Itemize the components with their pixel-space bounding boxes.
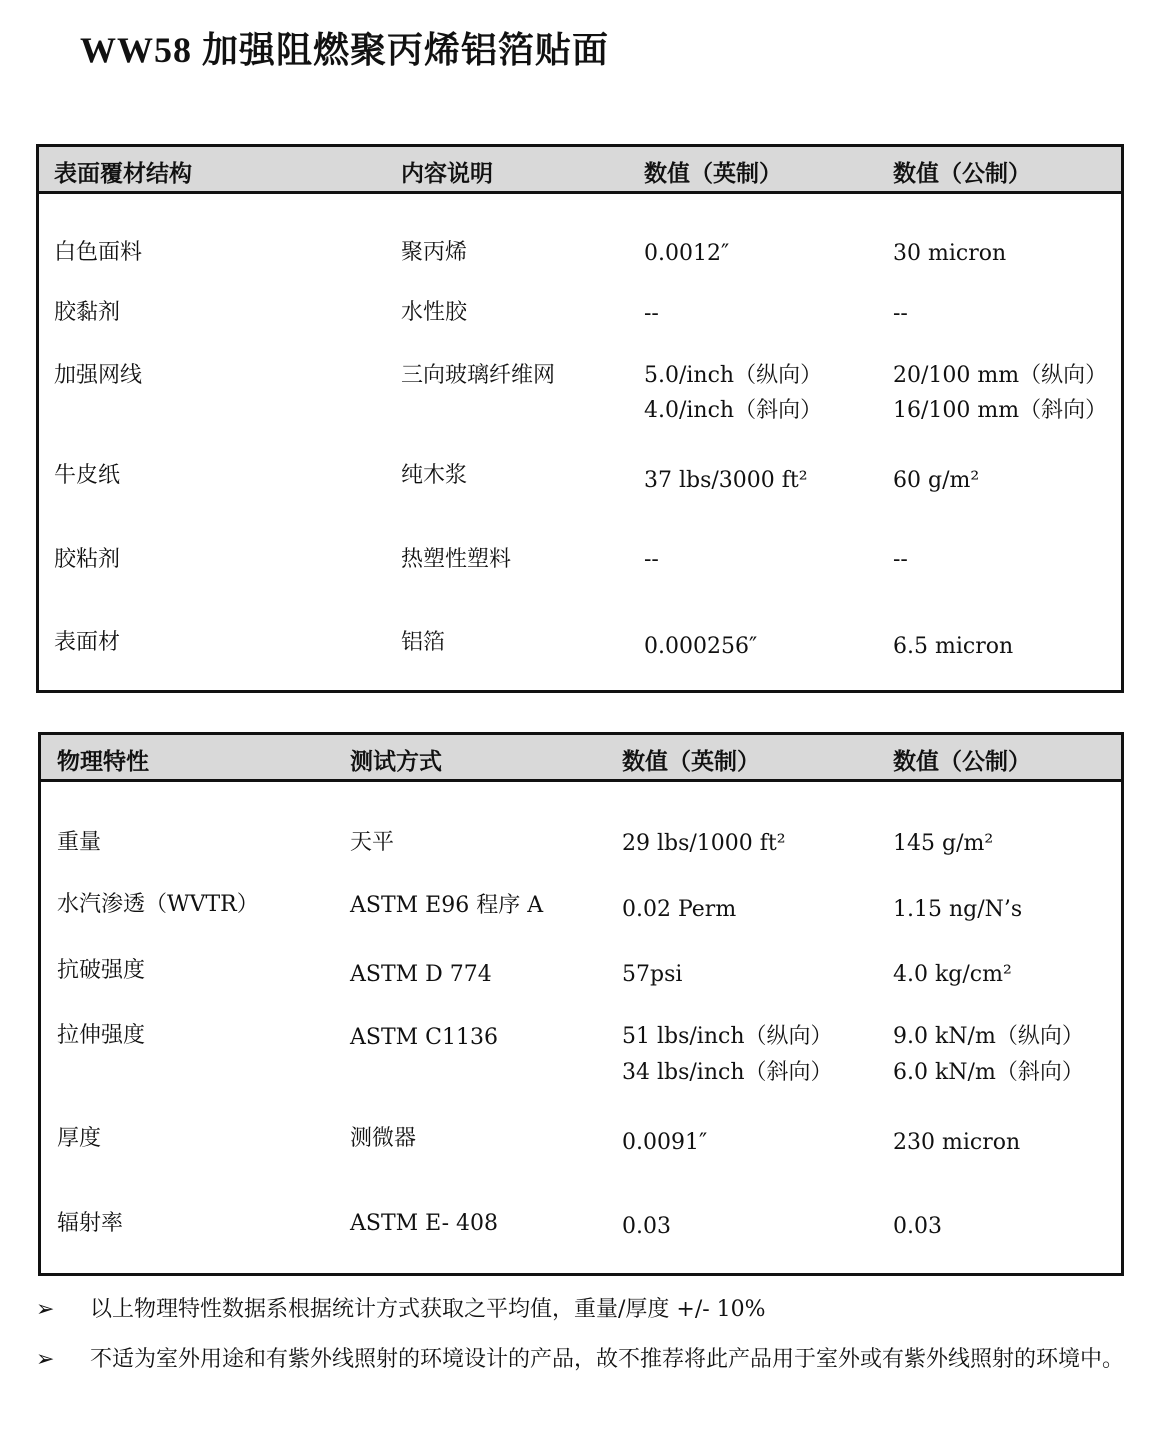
header-description: 内容说明 bbox=[401, 161, 493, 187]
structure-row-imperial: 0.000256″ bbox=[644, 634, 758, 659]
property-table bbox=[38, 732, 1124, 1276]
property-row-metric: 6.0 kN/m（斜向） bbox=[893, 1060, 1084, 1085]
property-row-imperial: 0.02 Perm bbox=[622, 897, 737, 922]
property-row-imperial: 51 lbs/inch（纵向） bbox=[622, 1024, 833, 1049]
property-row-method: ASTM C1136 bbox=[350, 1025, 498, 1050]
property-row-metric: 1.15 ng/N’s bbox=[893, 897, 1023, 922]
structure-row-desc: 三向玻璃纤维网 bbox=[401, 363, 556, 388]
property-row-method: 测微器 bbox=[350, 1126, 417, 1151]
note-text: 以上物理特性数据系根据统计方式获取之平均值，重量/厚度 +/- 10% bbox=[90, 1297, 766, 1322]
property-row-imperial: 0.03 bbox=[622, 1214, 671, 1239]
structure-row-metric: -- bbox=[893, 301, 908, 326]
structure-row-imperial: -- bbox=[644, 301, 659, 326]
structure-row-name: 胶粘剂 bbox=[54, 547, 121, 572]
structure-row-imperial: 37 lbs/3000 ft² bbox=[644, 468, 808, 493]
header-metric: 数值（公制） bbox=[893, 161, 1031, 187]
structure-row-name: 表面材 bbox=[54, 630, 121, 655]
property-row-metric: 4.0 kg/cm² bbox=[893, 962, 1012, 987]
structure-row-name: 白色面料 bbox=[54, 240, 143, 265]
property-row-metric: 145 g/m² bbox=[893, 831, 994, 856]
property-row-imperial: 29 lbs/1000 ft² bbox=[622, 831, 786, 856]
property-row-metric: 9.0 kN/m（纵向） bbox=[893, 1024, 1084, 1049]
structure-table-header bbox=[39, 147, 1121, 194]
property-row-method: ASTM E96 程序 A bbox=[350, 893, 544, 918]
structure-row-name: 加强网线 bbox=[54, 363, 143, 388]
property-row-name: 水汽渗透（WVTR） bbox=[57, 892, 259, 917]
note-text: 不适为室外用途和有紫外线照射的环境设计的产品，故不推荐将此产品用于室外或有紫外线照射的环境中。 bbox=[90, 1347, 1125, 1372]
structure-row-metric: 20/100 mm（纵向） bbox=[893, 363, 1108, 388]
structure-row-imperial: 4.0/inch（斜向） bbox=[644, 398, 823, 423]
structure-row-name: 牛皮纸 bbox=[54, 463, 121, 488]
header-property: 物理特性 bbox=[57, 749, 149, 775]
property-row-imperial: 57psi bbox=[622, 962, 683, 987]
property-row-method: 天平 bbox=[350, 830, 395, 855]
structure-row-name: 胶黏剂 bbox=[54, 300, 121, 325]
property-row-name: 辐射率 bbox=[57, 1211, 124, 1236]
header-structure: 表面覆材结构 bbox=[54, 161, 192, 187]
header-imperial: 数值（英制） bbox=[622, 749, 760, 775]
structure-row-metric: -- bbox=[893, 547, 908, 572]
property-table-header bbox=[41, 735, 1121, 782]
structure-row-imperial: 5.0/inch（纵向） bbox=[644, 363, 823, 388]
property-row-imperial: 34 lbs/inch（斜向） bbox=[622, 1060, 833, 1085]
property-row-name: 厚度 bbox=[57, 1126, 102, 1151]
property-row-metric: 0.03 bbox=[893, 1214, 942, 1239]
note-item bbox=[36, 1342, 1151, 1378]
structure-row-desc: 铝箔 bbox=[401, 630, 446, 655]
structure-row-metric: 16/100 mm（斜向） bbox=[893, 398, 1108, 423]
structure-row-metric: 6.5 micron bbox=[893, 634, 1014, 659]
structure-row-desc: 热塑性塑料 bbox=[401, 547, 512, 572]
property-row-method: ASTM D 774 bbox=[350, 962, 492, 987]
structure-row-imperial: 0.0012″ bbox=[644, 241, 730, 266]
structure-row-desc: 纯木浆 bbox=[401, 463, 468, 488]
structure-row-desc: 聚丙烯 bbox=[401, 240, 468, 265]
header-metric: 数值（公制） bbox=[893, 749, 1031, 775]
structure-row-desc: 水性胶 bbox=[401, 300, 468, 325]
property-row-method: ASTM E- 408 bbox=[350, 1211, 499, 1236]
header-imperial: 数值（英制） bbox=[644, 161, 782, 187]
structure-row-metric: 30 micron bbox=[893, 241, 1007, 266]
structure-row-imperial: -- bbox=[644, 547, 659, 572]
arrow-bullet-icon: ➢ bbox=[36, 1297, 55, 1322]
notes-list bbox=[36, 1292, 1151, 1378]
structure-table bbox=[36, 144, 1124, 693]
property-row-imperial: 0.0091″ bbox=[622, 1130, 708, 1155]
page-title: WW58 加强阻燃聚丙烯铝箔贴面 bbox=[80, 30, 610, 70]
property-row-name: 拉伸强度 bbox=[57, 1023, 146, 1048]
property-row-name: 抗破强度 bbox=[57, 958, 146, 983]
header-test-method: 测试方式 bbox=[350, 749, 442, 775]
structure-row-metric: 60 g/m² bbox=[893, 468, 980, 493]
property-row-metric: 230 micron bbox=[893, 1130, 1021, 1155]
note-item bbox=[36, 1292, 1151, 1328]
arrow-bullet-icon: ➢ bbox=[36, 1347, 55, 1372]
property-row-name: 重量 bbox=[57, 830, 102, 855]
